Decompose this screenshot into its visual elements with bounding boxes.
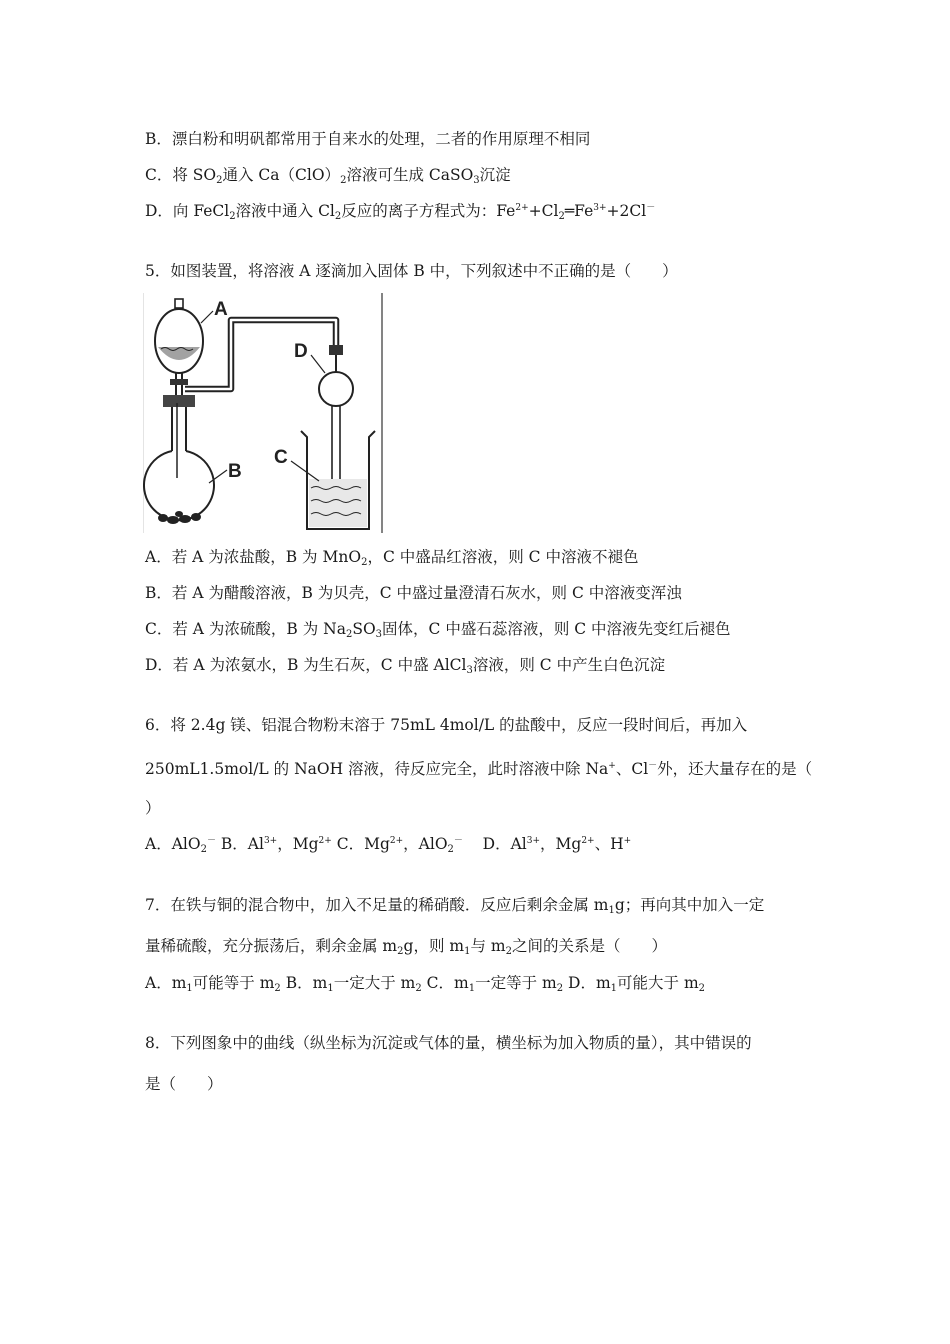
q5-option-a: A．若 A 为浓盐酸，B 为 MnO$_2$，C 中盛品红溶液，则 C 中溶液不褪色 bbox=[145, 548, 639, 568]
q6-stem-line3: ） bbox=[145, 799, 161, 817]
separatory-funnel bbox=[155, 299, 203, 397]
delivery-tube bbox=[185, 320, 336, 389]
q6-options: A．AlO$_2$－ B．$Al^{3+}$，$Mg^{2+}$ C．$Mg^{2+}$，AlO$_2$－ D．$Al^{3+}$，$Mg^{2+}$、H+ bbox=[145, 835, 632, 855]
q4-option-c: C．将 $SO_2$通入 $Ca(ClO)_2$溶液可生成 CaSO$_3$沉淀 bbox=[145, 166, 511, 186]
q5-stem: 5．如图装置，将溶液 A 逐滴加入固体 B 中，下列叙述中不正确的是（ ） bbox=[145, 262, 678, 280]
q8-stem-line1: 8．下列图象中的曲线（纵坐标为沉淀或气体的量，横坐标为加入物质的量），其中错误的 bbox=[145, 1034, 752, 1052]
round-bottom-flask bbox=[144, 395, 214, 524]
q5-option-c: C．若 A 为浓硫酸，B 为 $Na_2SO_3$固体，C 中盛石蕊溶液，则 C 中溶液先变红后褪色 bbox=[145, 620, 731, 640]
label-b: B bbox=[228, 461, 242, 482]
label-a: A bbox=[214, 299, 228, 320]
apparatus-figure bbox=[143, 293, 385, 533]
q4-option-d: D．向 FeCl$_2$溶液中通入 $Cl_2$反应的离子方程式为：$Fe^{2+}+Cl_2═Fe^{3+}+2Cl^-$ bbox=[145, 202, 656, 222]
label-d: D bbox=[294, 341, 308, 362]
q7-options: A．$m_1$可能等于 $m_2$ B．$m_1$一定大于 $m_2$ C．$m_1$一定等于 $m_2$ D．$m_1$可能大于 $m_2$ bbox=[145, 974, 706, 994]
q5-option-b: B．若 A 为醋酸溶液，B 为贝壳，C 中盛过量澄清石灰水，则 C 中溶液变浑浊 bbox=[145, 584, 682, 602]
q8-stem-line2: 是（ ） bbox=[145, 1075, 223, 1093]
q6-stem-line1: 6．将 2.4g 镁、铝混合物粉末溶于 75mL 4mol/L 的盐酸中，反应一段时间后，再加入 bbox=[145, 716, 748, 734]
q5-option-d: D．若 A 为浓氨水，B 为生石灰，C 中盛 AlCl$_3$溶液，则 C 中产生白色沉淀 bbox=[145, 656, 666, 676]
label-c: C bbox=[274, 447, 288, 468]
q7-stem-line1: 7．在铁与铜的混合物中，加入不足量的稀硝酸．反应后剩余金属 $m_1g$；再向其中加入一定 bbox=[145, 896, 765, 916]
beaker bbox=[301, 431, 375, 529]
q4-option-b: B．漂白粉和明矾都常用于自来水的处理，二者的作用原理不相同 bbox=[145, 130, 591, 148]
q7-stem-line2: 量稀硫酸，充分振荡后，剩余金属 $m_2g$，则 $m_1$与 $m_2$之间的关系是（ ） bbox=[145, 937, 667, 957]
q6-stem-line2: 250mL1.5mol/L 的 NaOH 溶液，待反应完全，此时溶液中除 Na+、Cl－外，还大量存在的是（ bbox=[145, 760, 813, 778]
